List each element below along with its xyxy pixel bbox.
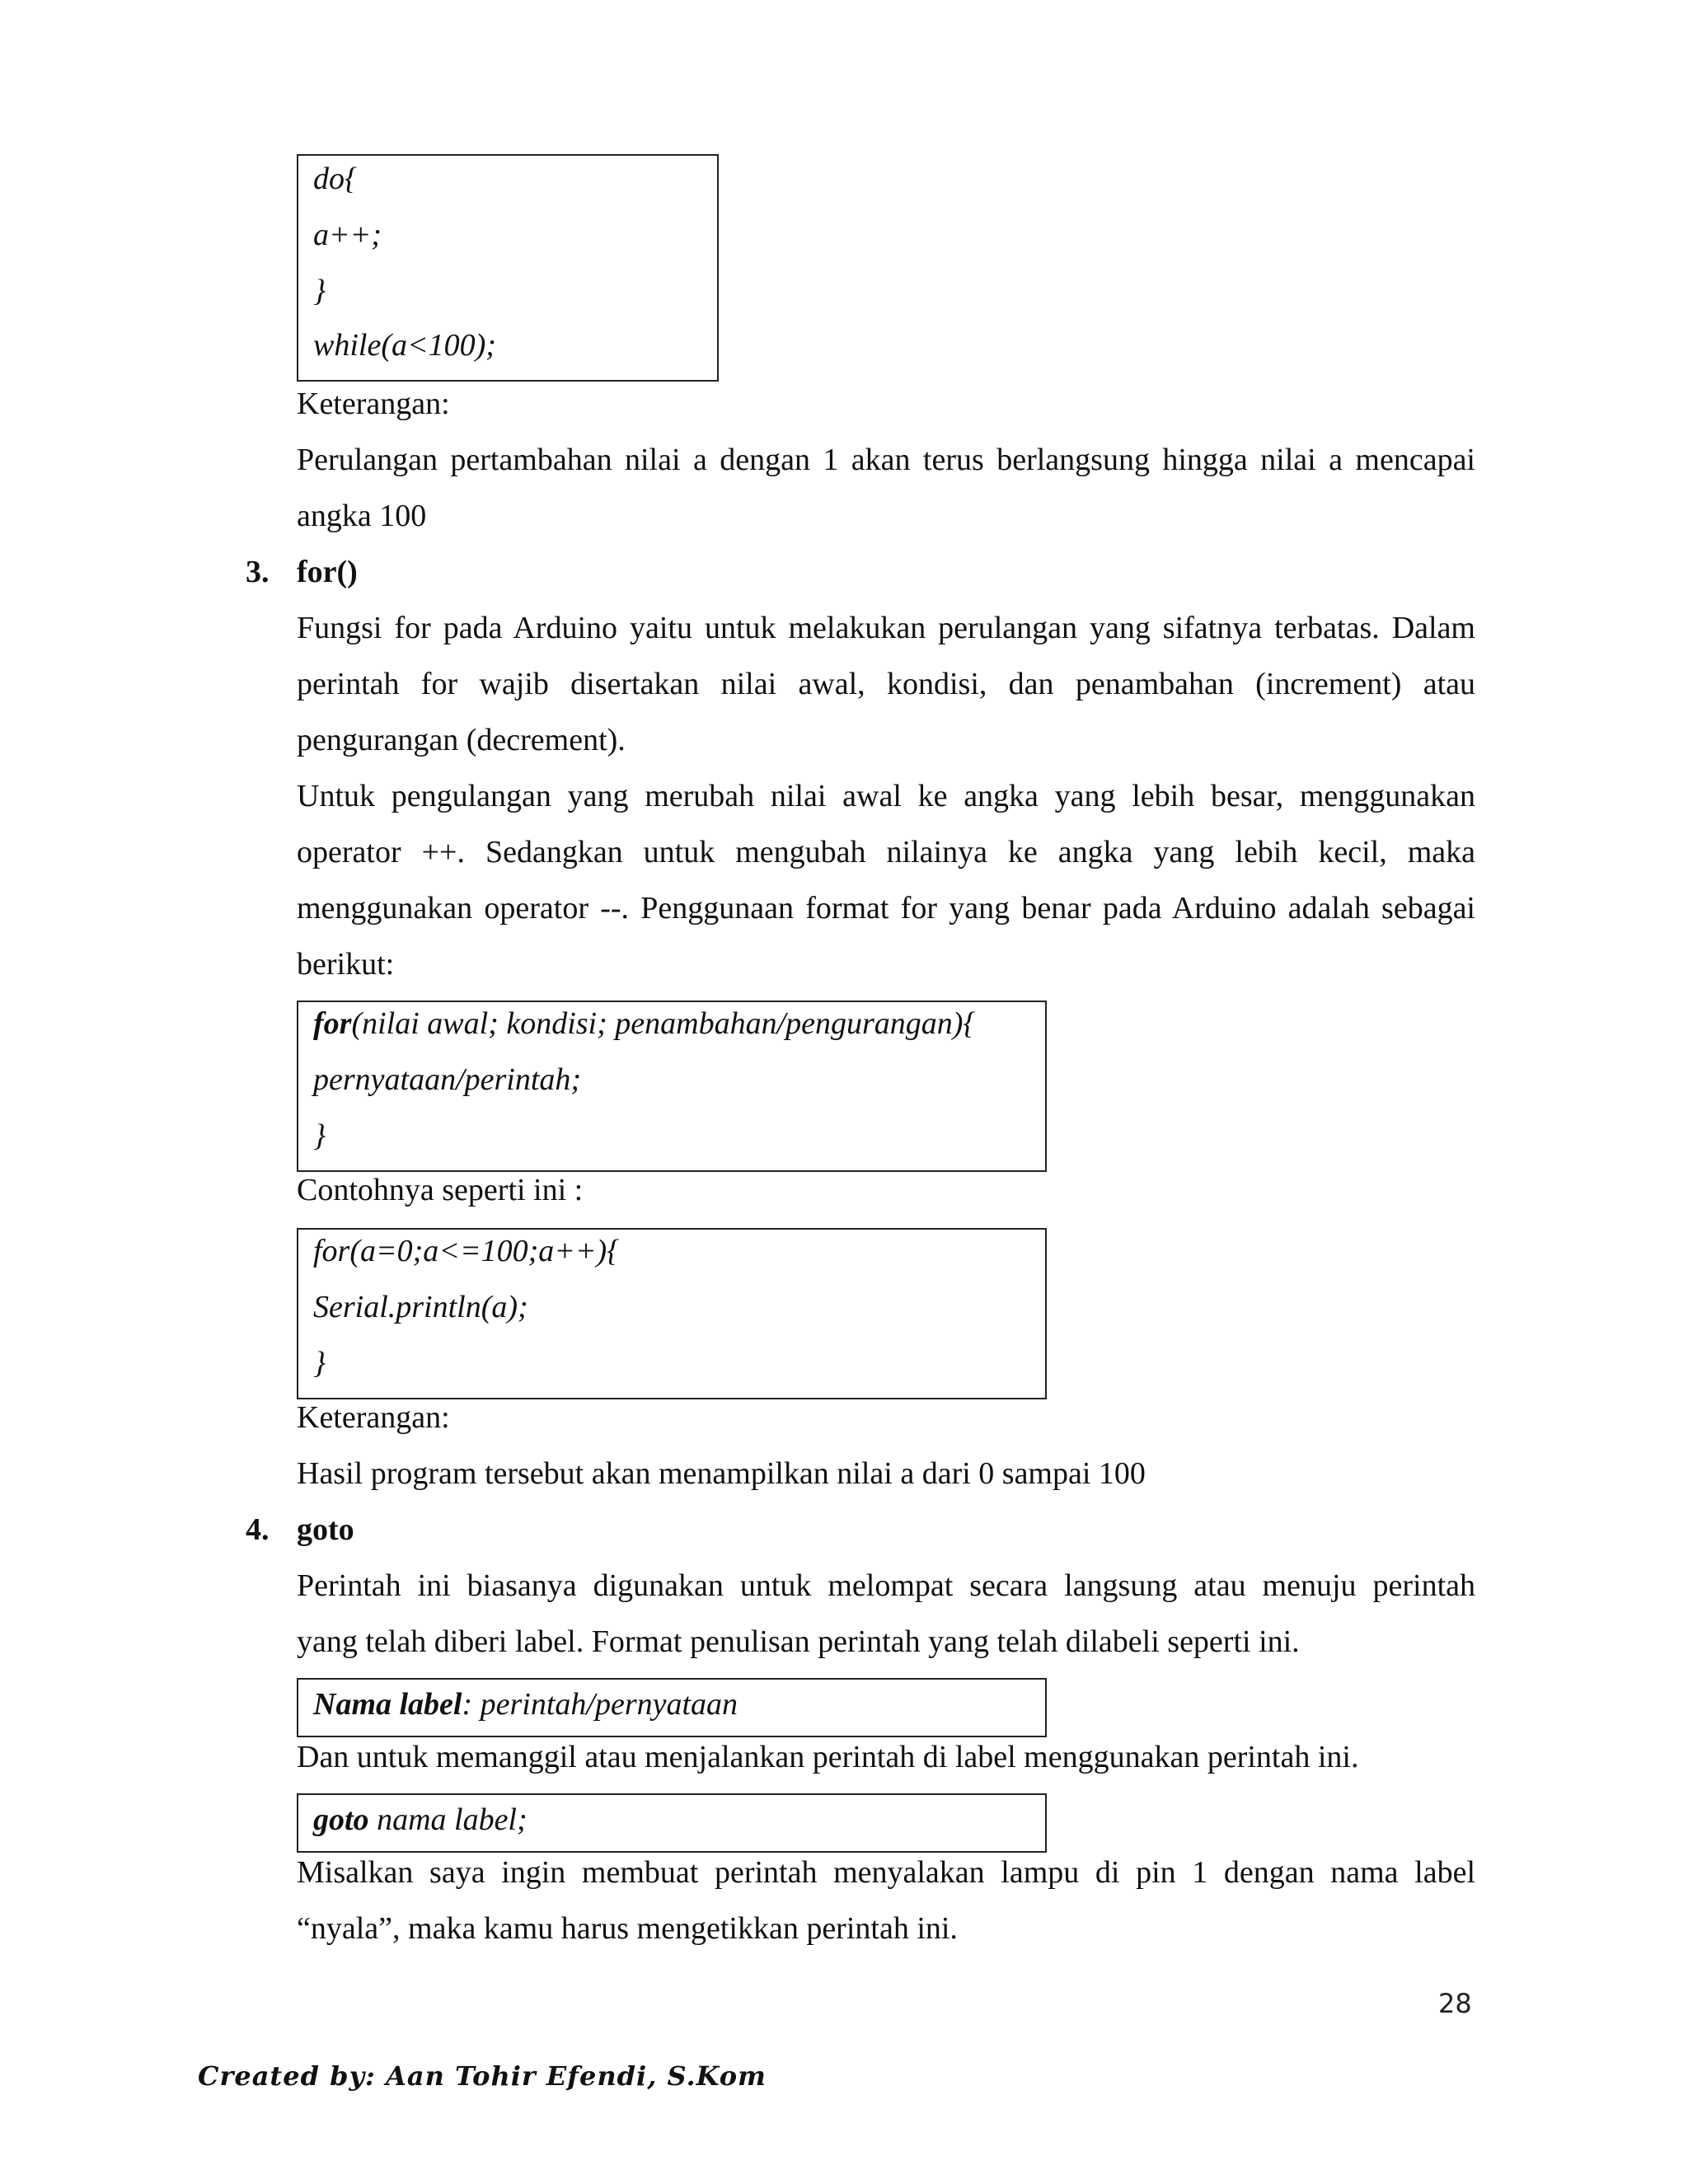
code-line: while(a<100); bbox=[313, 328, 496, 363]
code-line: do{ bbox=[313, 162, 358, 196]
paragraph-line: Untuk pengulangan yang merubah nilai awal ke angka yang lebih besar, menggunakan bbox=[297, 779, 1475, 813]
code-line: } bbox=[313, 1118, 326, 1153]
section-heading-for bbox=[246, 552, 358, 592]
code-keyword: goto bbox=[313, 1802, 369, 1837]
code-line: for(a=0;a<=100;a++){ bbox=[313, 1234, 620, 1268]
code-box-for-example bbox=[297, 1228, 1047, 1399]
paragraph-line: Perintah ini biasanya digunakan untuk melompat secara langsung atau menuju perintah bbox=[297, 1568, 1475, 1603]
code-line: } bbox=[313, 1346, 326, 1380]
code-text: nama label; bbox=[368, 1802, 528, 1837]
code-keyword: Nama label bbox=[313, 1687, 462, 1722]
code-line bbox=[313, 1800, 528, 1840]
paragraph-line: menggunakan operator --. Penggunaan format for yang benar pada Arduino adalah sebagai bbox=[297, 891, 1475, 926]
code-line bbox=[313, 1004, 976, 1043]
code-line bbox=[313, 1685, 738, 1724]
code-line: a++; bbox=[313, 218, 382, 252]
code-box-goto bbox=[297, 1793, 1047, 1853]
section-title: goto bbox=[297, 1512, 354, 1547]
code-keyword: for bbox=[313, 1006, 352, 1041]
code-line: pernyataan/perintah; bbox=[313, 1062, 582, 1097]
paragraph-line: Fungsi for pada Arduino yaitu untuk melakukan perulangan yang sifatnya terbatas. Dalam bbox=[297, 611, 1475, 645]
code-box-do-while bbox=[297, 154, 719, 382]
paragraph-line: operator ++. Sedangkan untuk mengubah nilainya ke angka yang lebih kecil, maka bbox=[297, 835, 1475, 869]
section-number: 3. bbox=[246, 555, 270, 589]
paragraph-line: berikut: bbox=[297, 947, 395, 982]
code-line: } bbox=[313, 274, 326, 308]
code-text: (nilai awal; kondisi; penambahan/pengurangan){ bbox=[351, 1006, 976, 1041]
paragraph-line: Perulangan pertambahan nilai a dengan 1 akan terus berlangsung hingga nilai a mencapai bbox=[297, 443, 1475, 477]
code-box-for-format bbox=[297, 1001, 1047, 1172]
paragraph-line: “nyala”, maka kamu harus mengetikkan perintah ini. bbox=[297, 1911, 958, 1946]
footer-credit: Created by: Aan Tohir Efendi, S.Kom bbox=[198, 2060, 767, 2092]
paragraph-line: Hasil program tersebut akan menampilkan nilai a dari 0 sampai 100 bbox=[297, 1456, 1146, 1491]
paragraph-line: Misalkan saya ingin membuat perintah menyalakan lampu di pin 1 dengan nama label bbox=[297, 1855, 1475, 1890]
section-number: 4. bbox=[246, 1512, 270, 1547]
paragraph-line: perintah for wajib disertakan nilai awal, kondisi, dan penambahan (increment) atau bbox=[297, 667, 1475, 701]
paragraph-line: yang telah diberi label. Format penulisan perintah yang telah dilabeli seperti ini. bbox=[297, 1624, 1300, 1659]
page-number: 28 bbox=[1438, 1988, 1472, 2019]
example-label: Contohnya seperti ini : bbox=[297, 1173, 584, 1207]
note-label: Keterangan: bbox=[297, 1400, 450, 1435]
code-line: Serial.println(a); bbox=[313, 1290, 528, 1324]
section-heading-goto bbox=[246, 1510, 354, 1549]
paragraph-line: pengurangan (decrement). bbox=[297, 723, 626, 757]
section-title: for() bbox=[297, 555, 358, 589]
note-label: Keterangan: bbox=[297, 387, 450, 421]
code-box-label bbox=[297, 1678, 1047, 1737]
code-text: : perintah/pernyataan bbox=[462, 1687, 738, 1722]
paragraph-line: Dan untuk memanggil atau menjalankan perintah di label menggunakan perintah ini. bbox=[297, 1740, 1359, 1774]
paragraph-line: angka 100 bbox=[297, 499, 427, 533]
